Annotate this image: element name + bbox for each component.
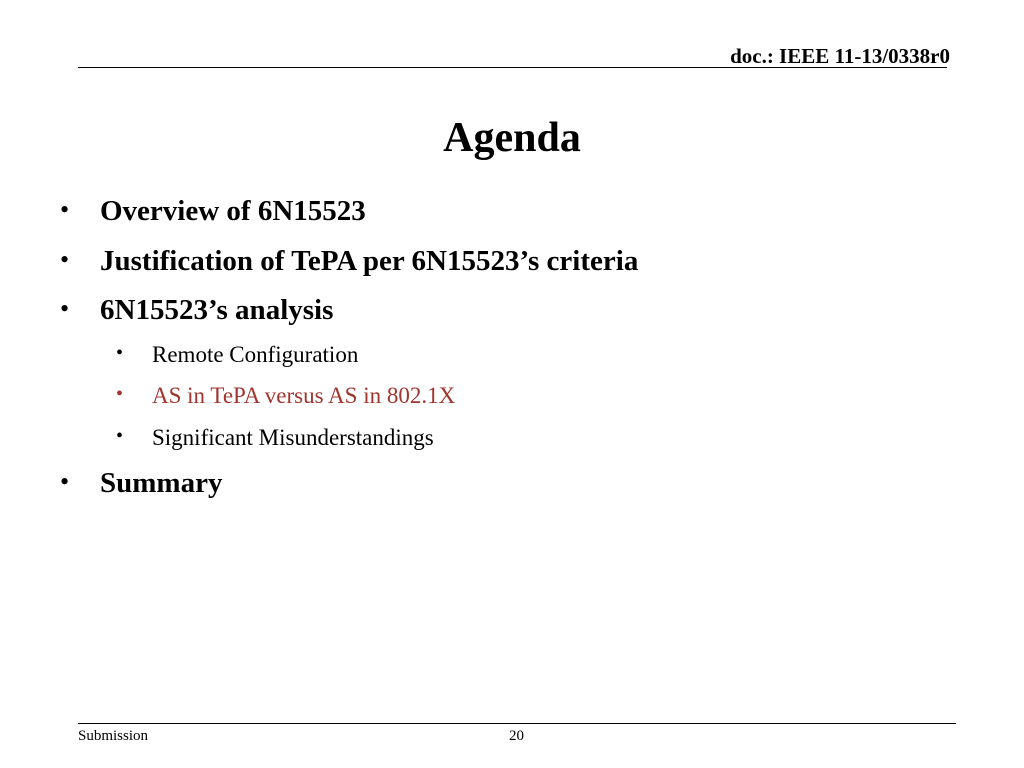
document-id: doc.: IEEE 11-13/0338r0 — [730, 44, 950, 68]
bullet-item-justification — [60, 245, 639, 278]
sub-bullet-remote-configuration — [116, 342, 359, 368]
bullet-text: Significant Misunderstandings — [152, 425, 434, 450]
bullet-marker: • — [60, 195, 70, 224]
bullet-text: Justification of TePA per 6N15523’s criteria — [100, 245, 639, 277]
page-number: 20 — [509, 728, 524, 744]
bullet-marker: • — [116, 425, 124, 447]
bullet-text: Overview of 6N15523 — [100, 195, 366, 227]
bullet-text: Summary — [100, 467, 223, 499]
footer-divider — [78, 723, 956, 724]
bullet-marker: • — [116, 383, 124, 405]
bullet-marker: • — [116, 342, 124, 364]
header-divider — [78, 67, 947, 68]
bullet-item-overview — [60, 195, 366, 228]
bullet-item-analysis — [60, 294, 334, 327]
bullet-marker: • — [60, 294, 70, 323]
sub-bullet-misunderstandings — [116, 425, 434, 451]
bullet-text: AS in TePA versus AS in 802.1X — [152, 383, 456, 408]
footer-submission-label: Submission — [78, 728, 149, 744]
bullet-marker: • — [60, 245, 70, 274]
sub-bullet-as-comparison — [116, 383, 456, 409]
bullet-text: 6N15523’s analysis — [100, 294, 334, 326]
bullet-item-summary — [60, 467, 223, 500]
bullet-text: Remote Configuration — [152, 342, 359, 367]
slide-title: Agenda — [443, 115, 581, 161]
bullet-marker: • — [60, 467, 70, 496]
